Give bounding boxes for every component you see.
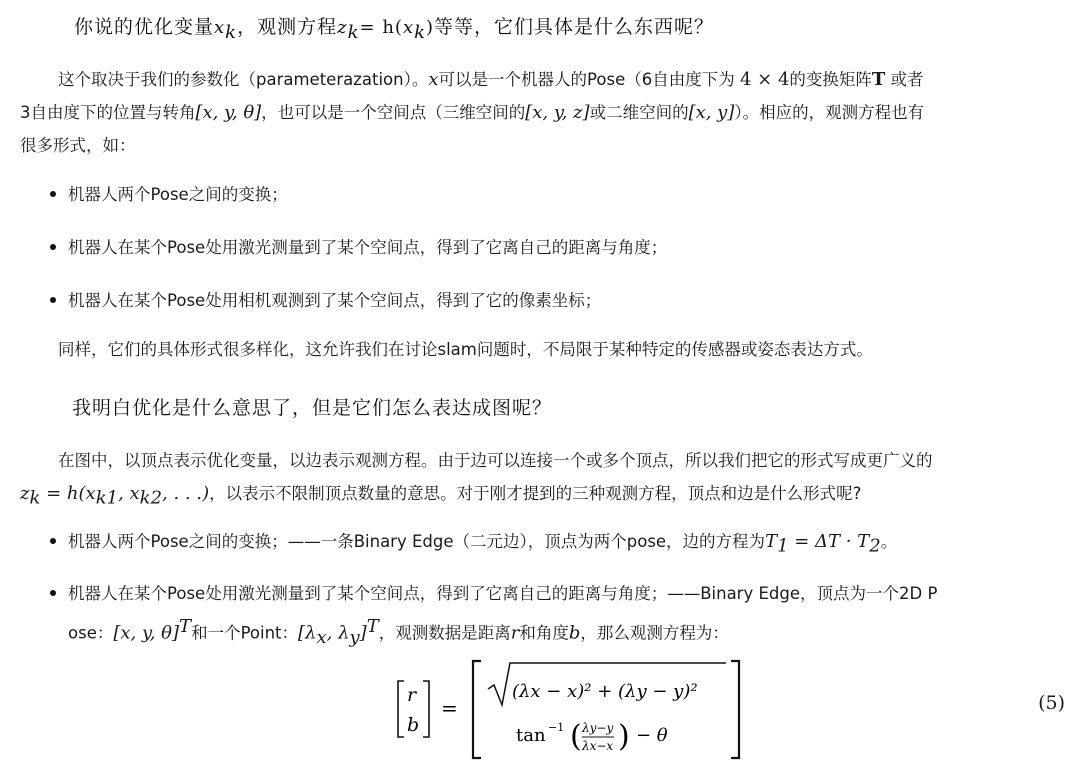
minus-theta: − θ <box>636 725 668 746</box>
bullet-dot <box>50 244 56 250</box>
tan-exponent: −1 <box>548 721 565 734</box>
question-heading-1: 你说的优化变量$x_k$，观测方程$z_k= h(x_k)$等等，它们具体是什么东西呢？ <box>74 16 715 43</box>
equals-sign: = <box>441 696 458 720</box>
list-item: 机器人在某个Pose处用相机观测到了某个空间点，得到了它的像素坐标； <box>68 291 602 310</box>
paragraph-1-line-2: 3自由度下的位置与转角[x, y, θ]，也可以是一个空间点（三维空间的[x, y, z]或二维空间的[x, y]）。相应的，观测方程也有 <box>20 102 925 123</box>
right-matrix-bracket <box>731 661 739 758</box>
observation-equation <box>388 655 748 763</box>
left-paren: ( <box>570 719 582 754</box>
vector-r: r <box>407 684 417 706</box>
bullet-dot <box>50 590 56 596</box>
right-paren: ) <box>618 719 630 754</box>
bullet-dot <box>50 538 56 544</box>
bullet-dot <box>50 297 56 303</box>
left-vector-bracket <box>398 681 404 737</box>
question-heading-2: 我明白优化是什么意思了，但是它们怎么表达成图呢？ <box>72 397 553 419</box>
vector-b: b <box>407 714 420 736</box>
bullet-dot <box>50 191 56 197</box>
paragraph-3-line-2: $z_k = h(x_{k1}$, $x_{k2}$, . . .)，以表示不限制顶点数量的意思。对于刚才提到的三种观测方程，顶点和边是什么形式呢? <box>20 483 862 509</box>
list-item: 机器人在某个Pose处用激光测量到了某个空间点，得到了它离自己的距离与角度； <box>68 238 668 257</box>
list-item-line-2: ose：[x, y, θ]$^T$和一个Point：[$\lambda_x$, $\lambda_y]^T$，观测数据是距离r和角度b，那么观测方程为： <box>68 616 729 648</box>
list-item-line-1: 机器人在某个Pose处用激光测量到了某个空间点，得到了它离自己的距离与角度；——Binary Edge，顶点为一个2D P <box>68 584 938 603</box>
sqrt-body: (λx − x)² + (λy − y)² <box>512 681 698 702</box>
paragraph-2: 同样，它们的具体形式很多样化，这允许我们在讨论slam问题时，不局限于某种特定的传感器或姿态表达方式。 <box>58 340 873 359</box>
paragraph-1-line-1: 这个取决于我们的参数化（parameterazation）。x可以是一个机器人的Pose（6自由度下为 4 × 4的变换矩阵T 或者 <box>58 69 924 90</box>
fraction-numerator: λy−y <box>582 721 614 735</box>
right-vector-bracket <box>423 681 429 737</box>
equation-number: (5) <box>1038 692 1065 714</box>
fraction-denominator: λx−x <box>582 739 614 753</box>
paragraph-1-line-3: 很多形式，如： <box>20 136 136 155</box>
list-item: 机器人两个Pose之间的变换； <box>68 185 288 204</box>
paragraph-3-line-1: 在图中，以顶点表示优化变量，以边表示观测方程。由于边可以连接一个或多个顶点，所以我们把它的形式写成更广义的 <box>58 451 933 470</box>
left-matrix-bracket <box>473 661 481 758</box>
list-item: 机器人两个Pose之间的变换；——一条Binary Edge（二元边），顶点为两个pose，边的方程为$T_1 = \Delta T \cdot T_2$。 <box>68 531 898 557</box>
tan-function: tan <box>516 725 546 746</box>
